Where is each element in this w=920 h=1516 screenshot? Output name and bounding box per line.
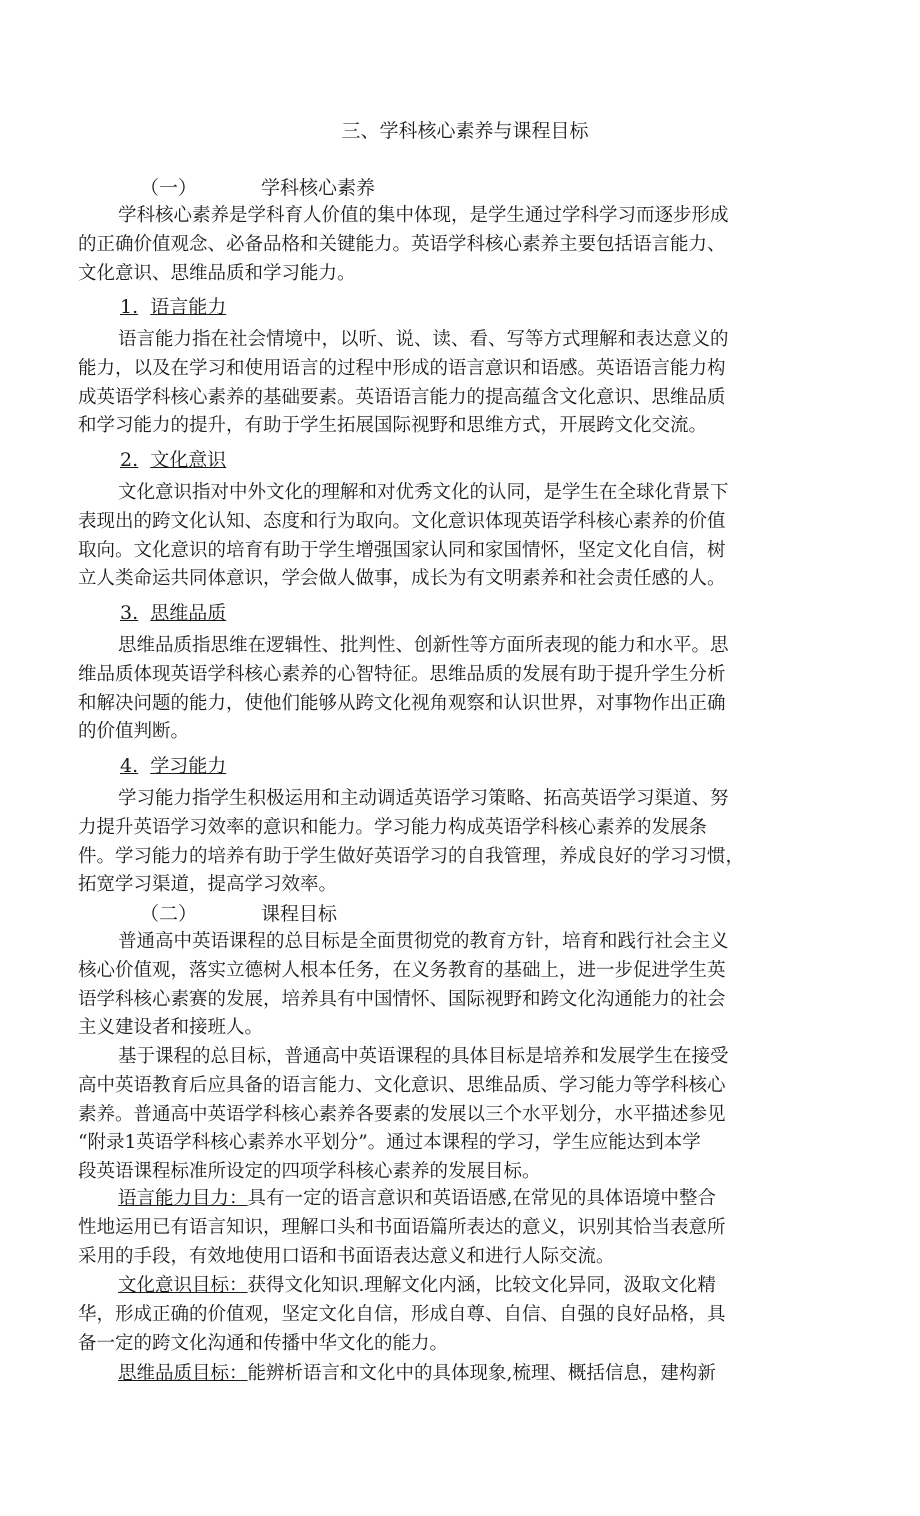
section-number: （一） [140,177,198,199]
text-line: 华，形成正确的价值观，坚定文化自信，形成自尊、自信、自强的良好品格，具 [78,1303,726,1325]
text-line: 具有一定的语言意识和英语语感,在常见的具体语境中整合 [247,1188,716,1209]
text-line: 拓宽学习渠道，提高学习效率。 [78,874,338,896]
text-line: 维品质体现英语学科核心素养的心智特征。思维品质的发展有助于提升学生分析 [78,663,726,685]
intro-paragraph [78,202,778,288]
target-paragraph [78,1360,778,1389]
text-line: 件。学习能力的培养有助于学生做好英语学习的自我管理，养成良好的学习习惯， [78,845,745,867]
target-label: 思维品质目标： [118,1363,248,1384]
section-heading-2 [140,899,337,926]
text-line: 语言能力指在社会情境中，以听、说、读、看、写等方式理解和表达意义的 [118,329,729,350]
text-line: 性地运用已有语言知识，理解口头和书面语篇所表达的意义，识别其恰当表意所 [78,1216,726,1238]
subheading-label: 思维品质 [150,602,227,624]
text-line: 成英语学科核心素养的基础要素。英语语言能力的提高蕴含文化意识、思维品质 [78,386,726,408]
text-line: 立人类命运共同体意识，学会做人做事，成长为有文明素养和社会责任感的人。 [78,568,726,590]
subheading-label: 文化意识 [150,449,227,471]
text-line: 普通高中英语课程的总目标是全面贯彻党的教育方针，培育和践行社会主义 [118,931,729,952]
target-label: 文化意识目标： [118,1275,248,1296]
text-line: 高中英语教育后应具备的语言能力、文化意识、思维品质、学习能力等学科核心 [78,1074,726,1096]
item-paragraph [78,326,778,441]
target-label: 语言能力目力： [118,1188,248,1209]
text-line: 主义建设者和接班人。 [78,1017,264,1039]
text-line: 表现出的跨文化认知、态度和行为取向。文化意识体现英语学科核心素养的价值 [78,510,726,532]
goal-paragraph-2 [78,1043,778,1187]
subheading-2 [120,445,226,472]
text-line: 备一定的跨文化沟通和传播中华文化的能力。 [78,1332,449,1354]
text-line: 能辨析语言和文化中的具体现象,梳理、概括信息，建构新 [247,1363,716,1384]
goal-paragraph-1 [78,928,778,1043]
target-paragraph [78,1272,778,1358]
text-line: “附录1英语学科核心素养水平划分”。通过本课程的学习，学生应能达到本学 [78,1132,701,1154]
text-line: 采用的手段，有效地使用口语和书面语表达意义和进行人际交流。 [78,1245,615,1267]
item-paragraph [78,785,778,900]
item-paragraph [78,479,778,594]
subheading-number: 3. [120,602,139,624]
subheading-number: 2. [120,449,139,471]
subheading-number: 1. [120,296,139,318]
text-line: 文化意识、思维品质和学习能力。 [78,262,356,284]
section-label: 学科核心素养 [261,177,376,199]
text-line: 段英语课程标准所设定的四项学科核心素养的发展目标。 [78,1161,541,1183]
item-paragraph [78,632,778,747]
text-line: 和解决问题的能力，使他们能够从跨文化视角观察和认识世界，对事物作出正确 [78,692,726,714]
text-line: 思维品质指思维在逻辑性、批判性、创新性等方面所表现的能力和水平。思 [118,635,729,656]
page-title: 三、学科核心素养与课程目标 [341,120,589,142]
text-line: 学习能力指学生积极运用和主动调适英语学习策略、拓高英语学习渠道、努 [118,788,729,809]
text-line: 语学科核心素赛的发展，培养具有中国情怀、国际视野和跨文化沟通能力的社会 [78,988,726,1010]
subheading-4 [120,751,226,778]
text-line: 基于课程的总目标，普通高中英语课程的具体目标是培养和发展学生在接受 [118,1046,729,1067]
text-line: 和学习能力的提升，有助于学生拓展国际视野和思维方式，开展跨文化交流。 [78,415,708,437]
text-line: 的价值判断。 [78,721,190,743]
text-line: 获得文化知识.理解文化内涵，比较文化异同，汲取文化精 [247,1275,716,1296]
section-label: 课程目标 [261,903,338,925]
section-heading-1 [140,173,375,200]
subheading-label: 语言能力 [150,296,227,318]
subheading-3 [120,598,226,625]
subheading-number: 4. [120,755,139,777]
text-line: 的正确价值观念、必备品格和关键能力。英语学科核心素养主要包括语言能力、 [78,233,726,255]
text-line: 文化意识指对中外文化的理解和对优秀文化的认同，是学生在全球化背景下 [118,482,729,503]
text-line: 素养。普通高中英语学科核心素养各要素的发展以三个水平划分，水平描述参见 [78,1103,726,1125]
section-number: （二） [140,903,198,925]
subheading-1 [120,292,226,319]
text-line: 能力，以及在学习和使用语言的过程中形成的语言意识和语感。英语语言能力构 [78,357,726,379]
target-paragraph [78,1185,778,1271]
text-line: 学科核心素养是学科育人价值的集中体现，是学生通过学科学习而逐步形成 [118,205,729,226]
text-line: 核心价值观，落实立德树人根本任务，在义务教育的基础上，进一步促进学生英 [78,959,726,981]
text-line: 取向。文化意识的培育有助于学生增强国家认同和家国情怀，坚定文化自信，树 [78,539,726,561]
text-line: 力提升英语学习效率的意识和能力。学习能力构成英语学科核心素养的发展条 [78,816,708,838]
subheading-label: 学习能力 [150,755,227,777]
